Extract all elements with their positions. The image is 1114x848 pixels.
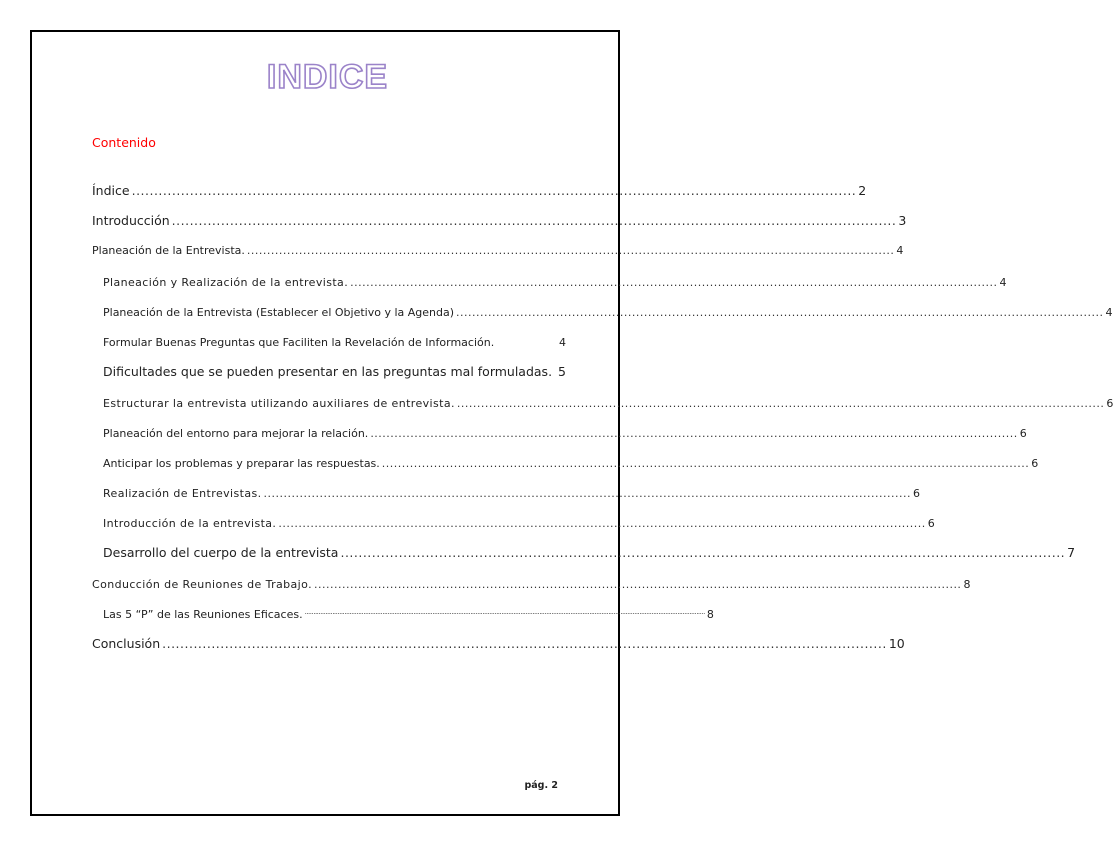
toc-entry-title: Planeación de la Entrevista (Establecer el Objetivo y la Agenda) — [103, 306, 455, 319]
toc-leader-dots: ........................................................................................................................................................................................................................................ — [304, 608, 705, 616]
toc-leader-dots: .................................................................................................................................................................. — [350, 276, 998, 289]
toc-entry-title: Conducción de Reuniones de Trabajo. — [92, 578, 312, 591]
toc-leader-dots: .................................................................................................................................................................. — [263, 487, 911, 500]
toc-entry-page: 8 — [963, 578, 971, 591]
toc-entry-realizacion[interactable] — [103, 482, 921, 500]
toc-entry-page: 5 — [558, 364, 566, 379]
toc-entry-objetivo-agenda[interactable] — [103, 301, 1113, 319]
toc-entry-conduccion[interactable] — [92, 573, 971, 591]
toc-entry-page: 4 — [559, 336, 566, 349]
toc-entry-page: 6 — [1031, 457, 1039, 470]
toc-entry-page: 6 — [912, 487, 921, 500]
toc-leader-dots: .................................................................................................................................................................. — [131, 183, 857, 198]
toc-entry-page: 10 — [888, 636, 905, 651]
toc-entry-title: Introducción de la entrevista. — [103, 517, 277, 530]
toc-entry-title: Conclusión — [92, 636, 161, 651]
toc-entry-introduccion[interactable] — [92, 210, 907, 228]
toc-entry-anticipar[interactable] — [103, 452, 1039, 470]
toc-leader-dots: .................................................................................................................................................................. — [456, 306, 1104, 319]
toc-leader-dots: .................................................................................................................................................................. — [313, 578, 962, 591]
toc-leader-dots: .................................................................................................................................................................. — [246, 244, 895, 257]
toc-entry-desarrollo[interactable] — [103, 542, 1076, 560]
toc-entry-title: Formular Buenas Preguntas que Faciliten la Revelación de Información. — [103, 336, 495, 349]
toc-entry-page: 6 — [1019, 427, 1027, 440]
toc-leader-dots: .................................................................................................................................................................. — [162, 636, 887, 651]
toc-heading: Contenido — [92, 135, 156, 150]
page-number: pág. 2 — [524, 780, 558, 791]
toc-entry-cinco-p[interactable] — [103, 603, 714, 621]
toc-entry-page: 4 — [1105, 306, 1113, 319]
toc-entry-title: Las 5 “P” de las Reuniones Eficaces. — [103, 608, 303, 621]
toc-entry-page: 6 — [927, 517, 936, 530]
toc-leader-dots: .................................................................................................................................................................. — [340, 545, 1066, 560]
toc-entry-title: Estructurar la entrevista utilizando auxiliares de entrevista. — [103, 397, 455, 410]
toc-entry-title: Introducción — [92, 213, 170, 228]
toc-entry-dificultades[interactable] — [103, 361, 566, 379]
toc-entry-title: Planeación del entorno para mejorar la relación. — [103, 427, 369, 440]
toc-entry-page: 2 — [858, 183, 867, 198]
toc-entry-page: 4 — [896, 244, 904, 257]
toc-entry-entorno[interactable] — [103, 422, 1027, 440]
toc-entry-page: 4 — [999, 276, 1007, 289]
toc-entry-page: 3 — [898, 213, 907, 228]
toc-entry-planeacion-realizacion[interactable] — [103, 271, 1007, 289]
toc-entry-planeacion[interactable] — [92, 239, 904, 257]
toc-entry-page: 6 — [1106, 397, 1114, 410]
toc-entry-title: Índice — [92, 183, 130, 198]
toc-entry-page: 8 — [706, 608, 714, 621]
toc-entry-page: 7 — [1067, 545, 1076, 560]
toc-entry-title: Desarrollo del cuerpo de la entrevista — [103, 545, 339, 560]
toc-entry-title: Planeación y Realización de la entrevista. — [103, 276, 349, 289]
toc-entry-introduccion-entrevista[interactable] — [103, 512, 936, 530]
toc-entry-estructurar[interactable] — [103, 392, 1114, 410]
toc-leader-dots: .................................................................................................................................................................. — [171, 213, 897, 228]
toc-leader-dots: .................................................................................................................................................................. — [278, 517, 926, 530]
toc-entry-conclusion[interactable] — [92, 633, 905, 651]
toc-entry-title: Dificultades que se pueden presentar en las preguntas mal formuladas. — [103, 364, 553, 379]
toc-entry-title: Anticipar los problemas y preparar las respuestas. — [103, 457, 380, 470]
toc-leader-dots: .................................................................................................................................................................. — [381, 457, 1030, 470]
toc-leader-dots: .................................................................................................................................................................. — [456, 397, 1105, 410]
toc-entry-indice[interactable] — [92, 180, 867, 198]
toc-leader-dots: .................................................................................................................................................................. — [370, 427, 1018, 440]
toc-entry-title: Realización de Entrevistas. — [103, 487, 262, 500]
document-title: INDICE — [266, 58, 389, 96]
toc-entry-buenas-preguntas[interactable] — [103, 331, 566, 349]
toc-entry-title: Planeación de la Entrevista. — [92, 244, 245, 257]
